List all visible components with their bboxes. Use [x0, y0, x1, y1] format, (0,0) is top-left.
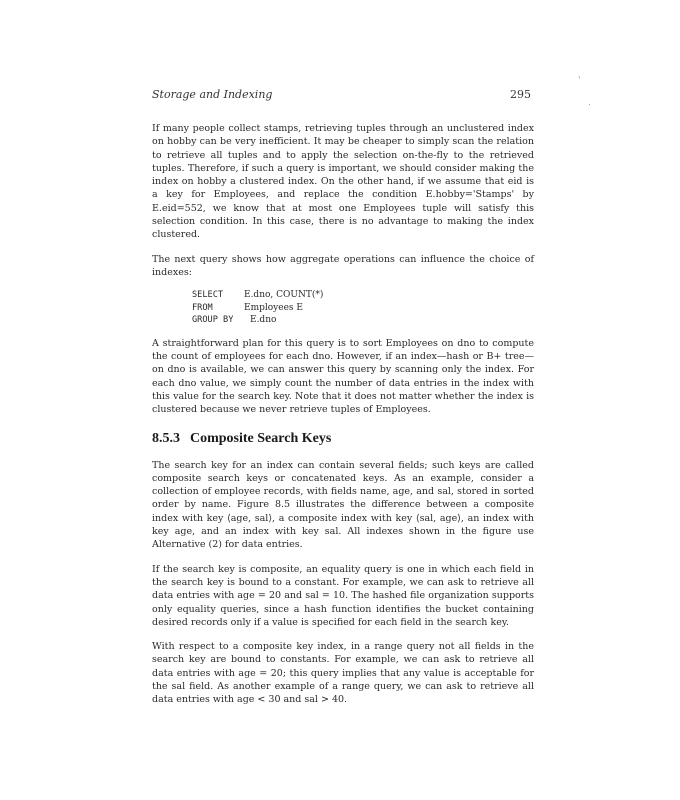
- section-number: 8.5.3: [152, 430, 180, 446]
- body-text: [152, 122, 534, 707]
- sql-clause: Employees E: [244, 302, 303, 313]
- section-heading: [152, 431, 534, 447]
- running-head: Storage and Indexing: [152, 88, 273, 101]
- sql-code-block: [192, 289, 534, 327]
- paragraph: If the search key is composite, an equality query is one in which each field in the search key is bound to a constant. For example, we can ask to retrieve all data entries with age = 20 and sal = 10. The hashed file organization supports only equality queries, since a hash function identifies the bucket containing desired records only if a value is specified for each field in the search key.: [152, 563, 534, 628]
- page-number: 295: [510, 88, 531, 101]
- code-line: [192, 289, 534, 302]
- margin-mark: ': [578, 76, 581, 86]
- sql-keyword: GROUP BY: [192, 315, 234, 326]
- code-line: [192, 302, 534, 315]
- paragraph: The search key for an index can contain several fields; such keys are called composite search keys or concatenated keys. As an example, consider a collection of employee records, with fields name, age, and sal, stored in sorted order by name. Figure 8.5 illustrates the difference between a composite index with key ⟨age, sal⟩, a composite index with key ⟨sal, age⟩, an index with key age, and an index with key sal. All indexes shown in the figure use Alternative (2) for data entries.: [152, 459, 534, 551]
- sql-clause: E.dno: [250, 315, 277, 326]
- sql-keyword: SELECT: [192, 290, 224, 301]
- paragraph: With respect to a composite key index, in a range query not all fields in the search key are bound to constants. For example, we can ask to retrieve all data entries with age = 20; this query implies that any value is acceptable for the sal field. As another example of a range query, we can ask to retrieve all data entries with age < 30 and sal > 40.: [152, 641, 534, 706]
- code-line: [192, 314, 534, 327]
- sql-clause: E.dno, COUNT(*): [244, 290, 324, 301]
- paragraph: The next query shows how aggregate operations can influence the choice of indexes:: [152, 253, 534, 278]
- paragraph: If many people collect stamps, retrieving tuples through an unclustered index on hobby can be very inefficient. It may be cheaper to simply scan the relation to retrieve all tuples and to apply the selection on-the-fly to the retrieved tuples. Therefore, if such a query is important, we should consider making the index on hobby a clustered index. On the other hand, if we assume that eid is a key for Employees, and replace the condition E.hobby='Stamps' by E.eid=552, we know that at most one Employees tuple will satisfy this selection condition. In this case, there is no advantage to making the index clustered.: [152, 123, 534, 241]
- sql-keyword: FROM: [192, 302, 213, 313]
- section-title: Composite Search Keys: [190, 430, 332, 446]
- margin-mark: .: [588, 98, 591, 108]
- paragraph: A straightforward plan for this query is to sort Employees on dno to compute the count of employees for each dno. However, if an index—hash or B+ tree—on dno is available, we can answer this query by scanning only the index. For each dno value, we simply count the number of data entries in the index with this value for the search key. Note that it does not matter whether the index is clustered because we never retrieve tuples of Employees.: [152, 337, 534, 416]
